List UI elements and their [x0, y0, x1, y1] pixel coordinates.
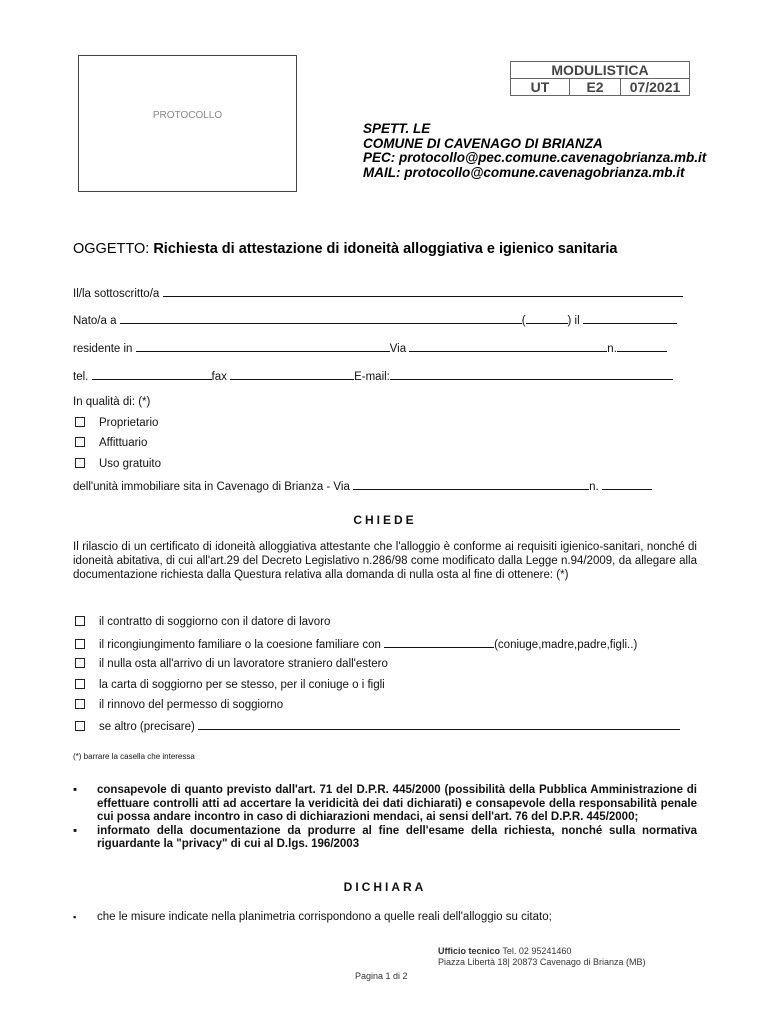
sottoscritto-label: Il/la sottoscritto/a: [73, 288, 160, 300]
modulistica-table: [510, 61, 690, 96]
chiede-paragraph: Il rilascio di un certificato di idoneità alloggiativa attestante che l'alloggio è conforme ai requisiti igienico-sanitari, nonché di idoneità abitativa, di cui all'art.29 del Decreto Legislativo n.286/98 come modificato dalla Legge n.94/2009, da allegare alla documentazione richiesta dalla Questura relativa alla domanda di nulla osta al fine di ottenere: (*): [73, 541, 697, 581]
field-unita: [73, 479, 652, 493]
sottoscritto-input[interactable]: [163, 286, 683, 297]
ricongiungimento-input[interactable]: [384, 637, 494, 648]
residente-label: residente in: [73, 343, 133, 355]
modulistica-title: MODULISTICA: [511, 62, 690, 79]
unita-via-input[interactable]: [353, 479, 589, 490]
footer-office-address: Piazza Libertà 18| 20873 Cavenago di Brianza (MB): [438, 957, 646, 967]
nato-place-input[interactable]: [120, 313, 522, 324]
nato-province-input[interactable]: [526, 313, 568, 324]
tel-input[interactable]: [92, 369, 212, 380]
checkbox[interactable]: [75, 699, 85, 709]
list-item: [73, 825, 697, 852]
unita-n-input[interactable]: [602, 479, 652, 490]
option-label: il rinnovo del permesso di soggiorno: [99, 699, 284, 711]
oggetto-line: [73, 241, 617, 257]
recipient-pec: PEC: protocollo@pec.comune.cavenagobrianza.mb.it: [363, 150, 707, 165]
chiede-option-nulla-osta[interactable]: [75, 658, 388, 670]
bullet-icon: ▪: [73, 784, 78, 796]
checkbox[interactable]: [75, 639, 85, 649]
fax-label: fax: [211, 371, 227, 383]
email-label: E-mail:: [354, 371, 390, 383]
modulistica-date: 07/2021: [621, 79, 690, 96]
list-item: [73, 784, 697, 825]
fax-input[interactable]: [230, 369, 354, 380]
checkbox[interactable]: [75, 658, 85, 668]
checkbox[interactable]: [75, 616, 85, 626]
modulistica-code-e2: E2: [570, 79, 621, 96]
chiede-note: (*) barrare la casella che interessa: [73, 752, 195, 761]
recipient-mail: MAIL: protocollo@comune.cavenagobrianza.mb.it: [363, 164, 685, 180]
footer-office-tel: Tel. 02 95241460: [500, 946, 572, 956]
dichiara-text: che le misure indicate nella planimetria corrispondono a quelle reali dell'alloggio su citato;: [97, 911, 552, 923]
option-label: Affittuario: [99, 437, 148, 449]
altro-input[interactable]: [198, 719, 680, 730]
option-label: il nulla osta all'arrivo di un lavoratore straniero dall'estero: [99, 658, 388, 670]
via-input[interactable]: [409, 341, 607, 352]
dichiara-title: DICHIARA: [343, 880, 427, 894]
via-label: Via: [389, 343, 407, 355]
option-label: il ricongiungimento familiare o la coesione familiare con: [99, 639, 381, 651]
bullet-text: consapevole di quanto previsto dall'art. 71 del D.P.R. 445/2000 (possibilità della Pubblica Amministrazione di effettuare controlli atti ad accertare la veridicità dei dati dichiarati) e consapevole della responsabilità penale cui possa andare incontro in caso di dichiarazioni mendaci, ai sensi dell'art. 76 del D.P.R. 445/2000;: [97, 784, 697, 823]
ricongiungimento-suffix: (coniuge,madre,padre,figli..): [494, 639, 638, 651]
checkbox[interactable]: [75, 458, 85, 468]
chiede-title: CHIEDE: [353, 513, 417, 527]
bullet-text: informato della documentazione da produrre al fine dell'esame della richiesta, nonché sulla normativa riguardante la "privacy" di cui al D.lgs. 196/2003: [97, 824, 697, 850]
chiede-option-contratto[interactable]: [75, 616, 330, 628]
page-number: Pagina 1 di 2: [355, 971, 408, 981]
residente-input[interactable]: [136, 341, 390, 352]
option-label: la carta di soggiorno per se stesso, per il coniuge o i figli: [99, 679, 385, 691]
modulistica-code-ut: UT: [511, 79, 570, 96]
chiede-option-carta[interactable]: [75, 679, 385, 691]
nato-date-input[interactable]: [583, 313, 677, 324]
email-input[interactable]: [390, 369, 673, 380]
tel-label: tel.: [73, 371, 89, 383]
field-nato: [73, 313, 677, 327]
option-proprietario[interactable]: [75, 417, 158, 429]
qualita-label: In qualità di: (*): [73, 396, 151, 408]
checkbox[interactable]: [75, 721, 85, 731]
nato-label: Nato/a a: [73, 315, 117, 327]
unita-label: dell'unità immobiliare sita in Cavenago di Brianza - Via: [73, 481, 350, 493]
oggetto-text: Richiesta di attestazione di idoneità alloggiativa e igienico sanitaria: [153, 241, 618, 257]
option-label: se altro (precisare): [99, 721, 195, 733]
bullet-icon: ▪: [73, 824, 78, 837]
recipient-line1: SPETT. LE: [363, 121, 431, 136]
footer-office-label: Ufficio tecnico: [438, 946, 501, 956]
nato-paren-open: (: [521, 315, 526, 327]
recipient-line2: COMUNE DI CAVENAGO DI BRIANZA: [363, 135, 603, 151]
chiede-option-rinnovo[interactable]: [75, 699, 283, 711]
protocollo-box: [78, 55, 297, 192]
chiede-option-ricongiungimento[interactable]: [75, 637, 637, 651]
unita-n-label: n.: [589, 481, 599, 493]
chiede-option-altro[interactable]: [75, 719, 680, 733]
protocollo-label: PROTOCOLLO: [152, 110, 223, 121]
field-contacts: [73, 369, 673, 383]
option-label: Proprietario: [99, 417, 159, 429]
dichiara-item: [73, 911, 552, 923]
bullet-icon: ▪: [73, 912, 77, 922]
n-label: n.: [607, 343, 617, 355]
option-affittuario[interactable]: [75, 437, 147, 449]
consapevole-list: [73, 784, 697, 852]
checkbox[interactable]: [75, 437, 85, 447]
nato-paren-close: ) il: [567, 315, 580, 327]
checkbox[interactable]: [75, 679, 85, 689]
option-label: il contratto di soggiorno con il datore di lavoro: [99, 616, 331, 628]
footer-office: [438, 946, 645, 968]
recipient-block: [363, 122, 706, 180]
checkbox[interactable]: [75, 417, 85, 427]
field-sottoscritto: [73, 286, 683, 300]
field-residente: [73, 341, 667, 355]
option-label: Uso gratuito: [99, 458, 162, 470]
option-uso-gratuito[interactable]: [75, 458, 161, 470]
n-input[interactable]: [617, 341, 667, 352]
oggetto-label: OGGETTO:: [73, 241, 150, 257]
